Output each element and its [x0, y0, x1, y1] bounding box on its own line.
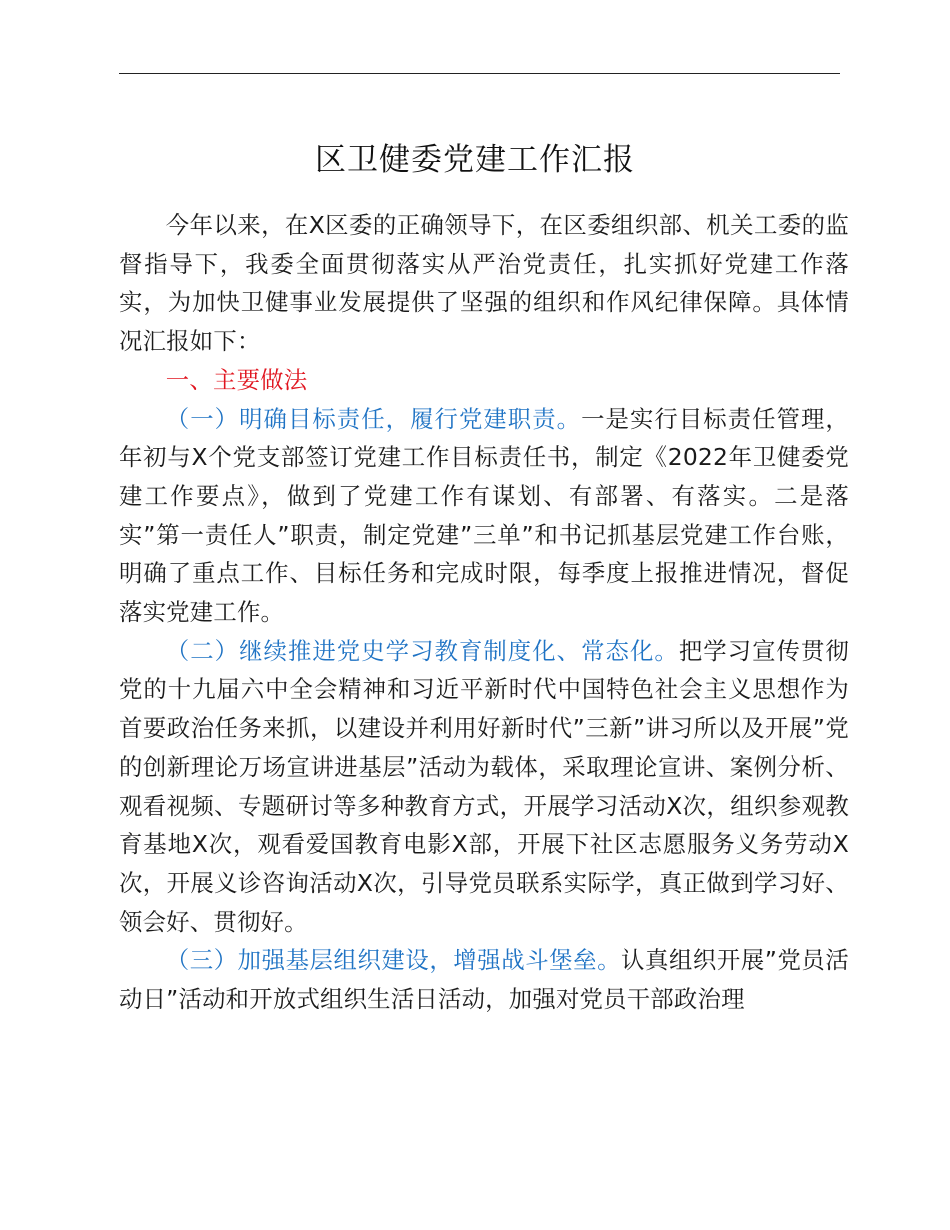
- intro-paragraph: 今年以来，在X区委的正确领导下，在区委组织部、机关工委的监督指导下，我委全面贯彻落实从严治党责任，扎实抓好党建工作落实，为加快卫健事业发展提供了坚强的组织和作风纪律保障。具体情况汇报如下：: [119, 211, 849, 356]
- sub-heading-3: （三）加强基层组织建设，增强战斗堡垒。: [165, 946, 622, 975]
- section-heading-main-practices: [119, 361, 849, 400]
- document-body: [119, 206, 849, 1019]
- sub-body-1: 一是实行目标责任管理，年初与X个党支部签订党建工作目标责任书，制定《2022年卫健委党建工作要点》，做到了党建工作有谋划、有部署、有落实。二是落实”第一责任人”职责，制定党建”三单”和书记抓基层党建工作台账，明确了重点工作、目标任务和完成时限，每季度上报推进情况，督促落实党建工作。: [119, 404, 849, 627]
- paragraph-target-responsibility: [119, 400, 849, 632]
- paragraph-grassroots-organization: [119, 941, 849, 1018]
- section-heading-text: 一、主要做法: [165, 365, 308, 394]
- sub-body-2: 把学习宣传贯彻党的十九届六中全会精神和习近平新时代中国特色社会主义思想作为首要政治任务来抓，以建设并利用好新时代”三新”讲习所以及开展”党的创新理论万场宣讲进基层”活动为载体，采取理论宣讲、案例分析、观看视频、专题研讨等多种教育方式，开展学习活动X次，组织参观教育基地X次，观看爱国教育电影X部，开展下社区志愿服务义务劳动X次，开展义诊咨询活动X次，引导党员联系实际学，真正做到学习好、领会好、贯彻好。: [119, 636, 849, 936]
- sub-body-3: 认真组织开展”党员活动日”活动和开放式组织生活日活动，加强对党员干部政治理: [119, 946, 849, 1014]
- sub-heading-2: （二）继续推进党史学习教育制度化、常态化。: [165, 636, 679, 665]
- sub-heading-1: （一）明确目标责任，履行党建职责。: [165, 404, 582, 433]
- document-title: 区卫健委党建工作汇报: [315, 142, 635, 178]
- paragraph-party-history-education: [119, 632, 849, 942]
- header-rule: [119, 73, 840, 74]
